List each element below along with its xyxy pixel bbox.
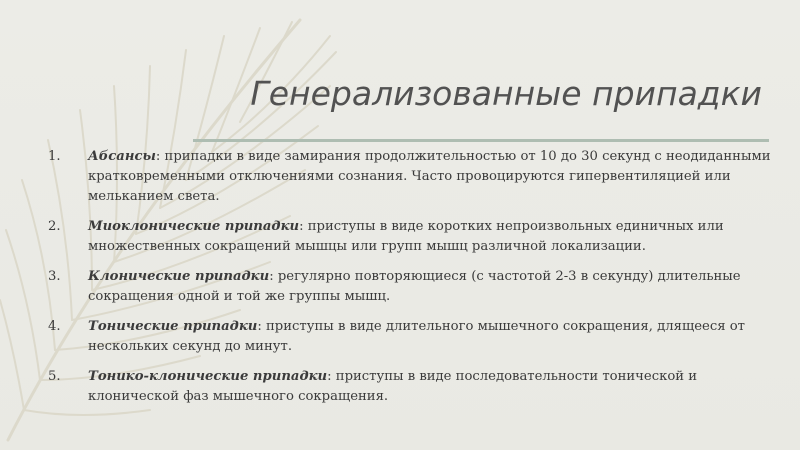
item-term: Миоклонические припадки (88, 219, 300, 234)
list-item (38, 217, 778, 257)
item-text: : приступы в виде последовательности тонической и клонической фаз мышечного сокращения. (88, 369, 698, 404)
item-number: 3. (48, 269, 61, 284)
item-number: 2. (48, 219, 61, 234)
list-item (38, 367, 778, 407)
item-term: Тонико-клонические припадки (88, 369, 328, 384)
item-text: : приступы в виде длительного мышечного сокращения, длящееся от нескольких секунд до минут. (88, 319, 745, 354)
item-number: 1. (48, 149, 61, 164)
list-item (38, 267, 778, 307)
list-item (38, 147, 778, 207)
title-divider (193, 139, 769, 142)
item-term: Клонические припадки (88, 269, 270, 284)
item-number: 5. (48, 369, 61, 384)
seizure-list (38, 147, 778, 417)
list-item (38, 317, 778, 357)
item-number: 4. (48, 319, 61, 334)
item-term: Тонические припадки (88, 319, 258, 334)
item-text: : приступы в виде коротких непроизвольных единичных или множественных сокращений мышцы или групп мышц различной локализации. (88, 219, 724, 254)
item-text: : припадки в виде замирания продолжительностью от 10 до 30 секунд с неодиданными кратковременными отключениями сознания. Часто провоцируются гипервентиляцией или мельканием света. (88, 149, 771, 204)
item-text: : регулярно повторяющиеся (с частотой 2-3 в секунду) длительные сокращения одной и той же группы мышц. (88, 269, 741, 304)
slide-title: Генерализованные припадки (250, 74, 762, 113)
item-term: Абсансы (88, 149, 156, 164)
